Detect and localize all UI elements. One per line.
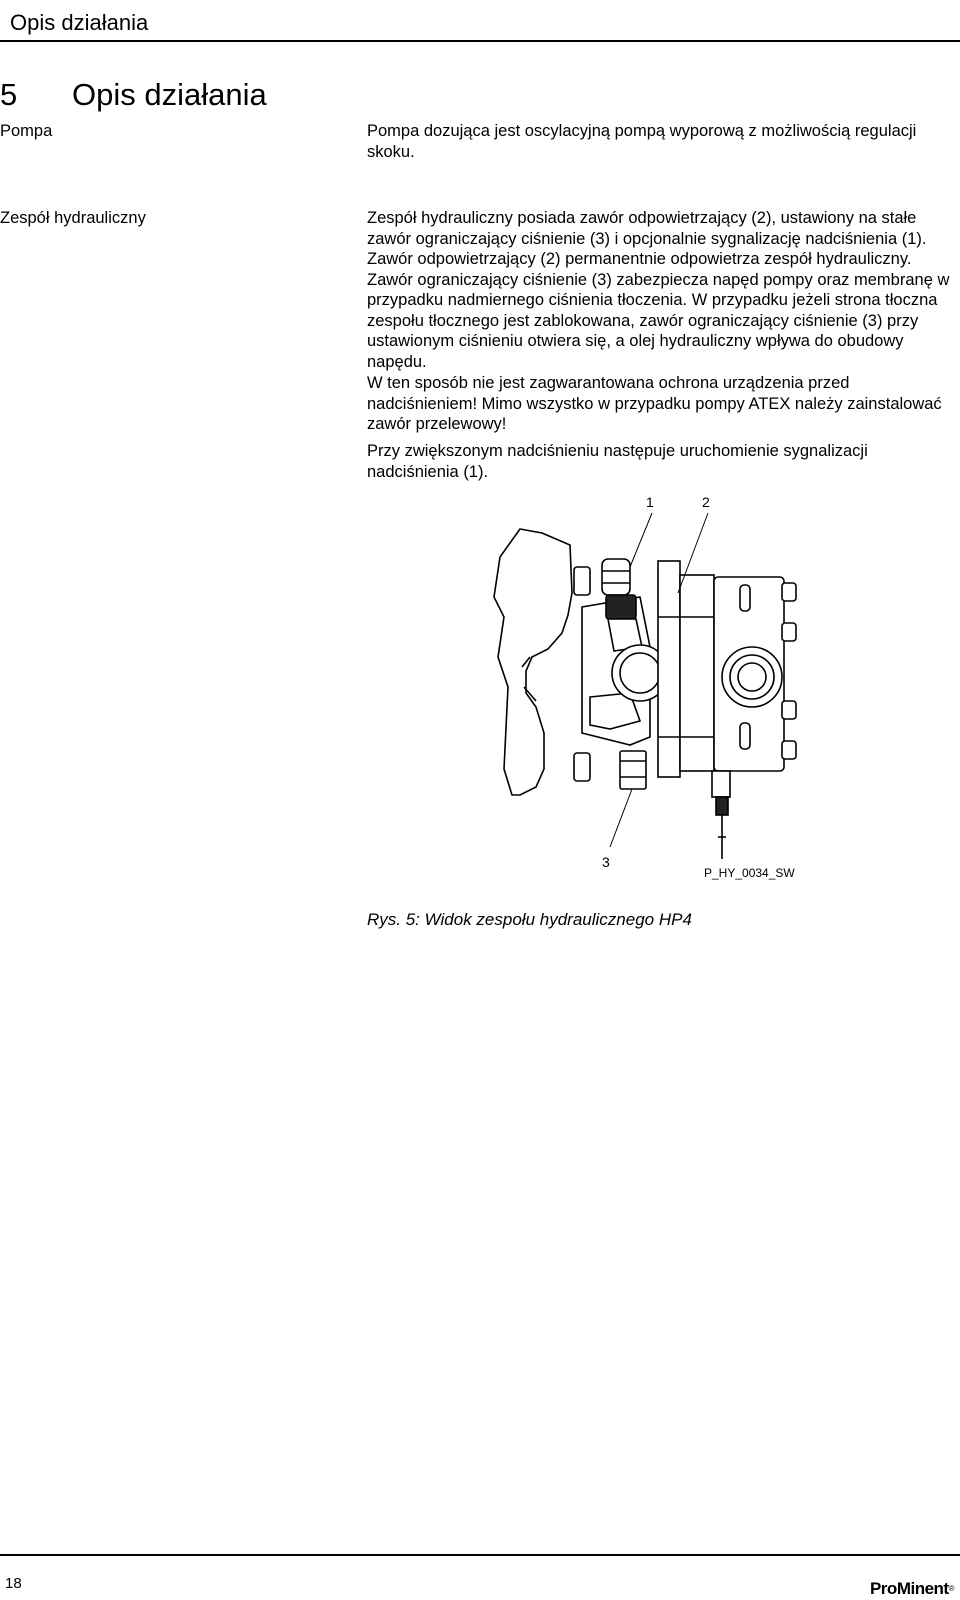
callout-3: 3 <box>602 854 610 870</box>
sight-glass <box>602 559 630 595</box>
callout-2: 2 <box>702 497 710 510</box>
pompa-text: Pompa dozująca jest oscylacyjną pompą wyporową z możliwością regulacji skoku. <box>367 122 917 161</box>
chapter-title: Opis działania <box>72 77 267 112</box>
side-label-pompa: Pompa <box>0 122 53 140</box>
page-number: 18 <box>5 1575 22 1592</box>
footer-rule <box>0 1554 960 1556</box>
leader-3 <box>610 789 632 847</box>
brand-logo: ProMinent® <box>869 1579 954 1598</box>
head-port <box>722 647 782 707</box>
chapter-number: 5 <box>0 77 18 112</box>
figure-caption: Rys. 5: Widok zespołu hydraulicznego HP4 <box>367 910 692 929</box>
flange-outline <box>494 529 572 795</box>
hydraulic-paragraph-1: Zespół hydrauliczny posiada zawór odpowietrzający (2), ustawiony na stałe zawór ograniczający ciśnienie (3) i opcjonalnie sygnalizację nadciśnienia (1). Zawór odpowietrzający (2) permanentnie odpowietrza zespół hydrauliczny. Zawór ograniczający ciśnienie (3) zabezpiecza napęd pompy oraz membranę w przypadku nadmiernego ciśnienia tłoczenia. W przypadku jeżeli strona tłoczna zespołu tłocznego jest zablokowana, zawór ograniczający ciśnienie (3) przy ustawionym ciśnieniu otwiera się, a olej hydrauliczny wpływa do obudowy napędu. <box>367 209 950 371</box>
mid-plate <box>658 561 680 777</box>
relief-valve-body <box>620 751 646 789</box>
bleed-valve <box>712 771 730 797</box>
callout-1: 1 <box>646 497 654 510</box>
hydraulic-paragraph-3: Przy zwiększonym nadciśnieniu następuje uruchomienie sygnalizacji nadciśnienia (1). <box>367 442 868 481</box>
bolt-bottom-left <box>574 753 590 781</box>
running-header-title: Opis działania <box>10 10 149 35</box>
side-label-hydraulic: Zespół hydrauliczny <box>0 209 146 227</box>
header-rule <box>0 40 960 42</box>
outer-plate <box>680 575 714 771</box>
chapter-heading <box>0 76 267 114</box>
leader-1 <box>630 513 652 567</box>
hydraulic-unit-figure <box>490 497 810 899</box>
hydraulic-unit-drawing <box>490 497 810 899</box>
figure-code: P_HY_0034_SW <box>704 866 795 880</box>
hydraulic-paragraph-2: W ten sposób nie jest zagwarantowana ochrona urządzenia przed nadciśnieniem! Mimo wszystko w przypadku pompy ATEX należy zainstalować zawór przelewowy! <box>367 374 942 433</box>
bolt-top-left <box>574 567 590 595</box>
